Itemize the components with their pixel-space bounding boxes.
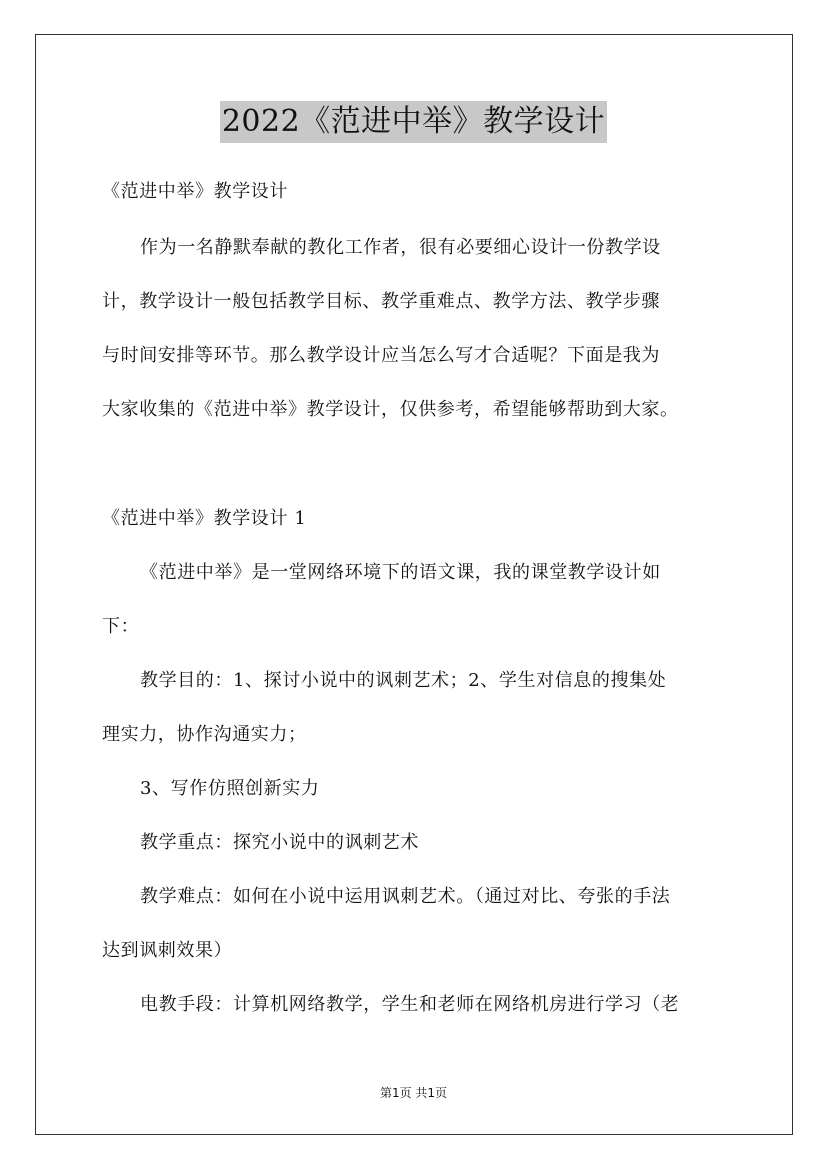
paragraph-line: 下： — [102, 616, 140, 637]
paragraph-line: 计，教学设计一般包括教学目标、教学重难点、教学方法、教学步骤 — [102, 291, 660, 312]
paragraph-line: 与时间安排等环节。那么教学设计应当怎么写才合适呢？下面是我为 — [102, 345, 660, 366]
paragraph-line: 教学难点：如何在小说中运用讽刺艺术。（通过对比、夸张的手法 — [140, 886, 671, 907]
paragraph-line: 《范进中举》是一堂网络环境下的语文课，我的课堂教学设计如 — [140, 562, 661, 583]
paragraph-line: 理实力，协作沟通实力； — [102, 724, 307, 745]
paragraph-line: 教学重点：探究小说中的讽刺艺术 — [140, 832, 419, 853]
section-heading: 《范进中举》教学设计 1 — [102, 508, 307, 529]
paragraph-line: 达到讽刺效果） — [102, 940, 233, 961]
paragraph-line: 电教手段：计算机网络教学，学生和老师在网络机房进行学习（老 — [140, 994, 680, 1015]
paragraph-line: 作为一名静默奉献的教化工作者，很有必要细心设计一份教学设 — [140, 237, 661, 258]
subtitle-heading: 《范进中举》教学设计 — [102, 181, 288, 202]
paragraph-line: 大家收集的《范进中举》教学设计，仅供参考，希望能够帮助到大家。 — [102, 399, 679, 420]
title-area — [0, 101, 827, 143]
document-title: 2022《范进中举》教学设计 — [220, 101, 607, 143]
paragraph-line: 3、写作仿照创新实力 — [140, 778, 320, 799]
page-footer: 第1页 共1页 — [379, 1086, 448, 1100]
paragraph-line: 教学目的：1、探讨小说中的讽刺艺术；2、学生对信息的搜集处 — [140, 670, 667, 691]
